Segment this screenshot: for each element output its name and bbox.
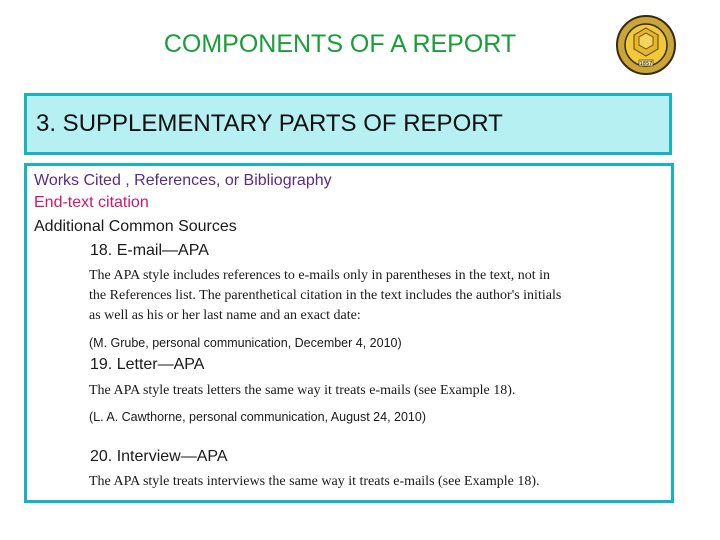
item-18-text-line-3: as well as his or her last name and an exact date: <box>89 308 361 323</box>
item-18-example: (M. Grube, personal communication, December 4, 2010) <box>89 336 402 350</box>
item-19-heading: 19. Letter—APA <box>90 356 205 373</box>
item-18-text-line-2: the References list. The parenthetical citation in the text includes the author's initials <box>89 288 562 303</box>
section-header-box <box>24 93 672 155</box>
seal-year: 1857 <box>639 61 653 67</box>
item-18-text-line-1: The APA style includes references to e-mails only in parentheses in the text, not in <box>89 268 550 283</box>
end-text-citation-line: End-text citation <box>34 194 149 211</box>
works-cited-line: Works Cited , References, or Bibliography <box>34 172 332 189</box>
page-title: COMPONENTS OF A REPORT <box>163 30 517 58</box>
item-18-heading: 18. E-mail—APA <box>90 242 209 259</box>
item-20-text-line-1: The APA style treats interviews the same way it treats e-mails (see Example 18). <box>89 474 540 489</box>
section-heading: 3. SUPPLEMENTARY PARTS OF REPORT <box>36 110 503 137</box>
item-20-heading: 20. Interview—APA <box>90 448 228 465</box>
item-19-example: (L. A. Cawthorne, personal communication, August 24, 2010) <box>89 410 426 424</box>
university-seal-logo <box>615 14 677 76</box>
item-19-text-line-1: The APA style treats letters the same way it treats e-mails (see Example 18). <box>89 383 516 398</box>
additional-sources-line: Additional Common Sources <box>34 218 237 235</box>
content-box <box>24 163 674 503</box>
